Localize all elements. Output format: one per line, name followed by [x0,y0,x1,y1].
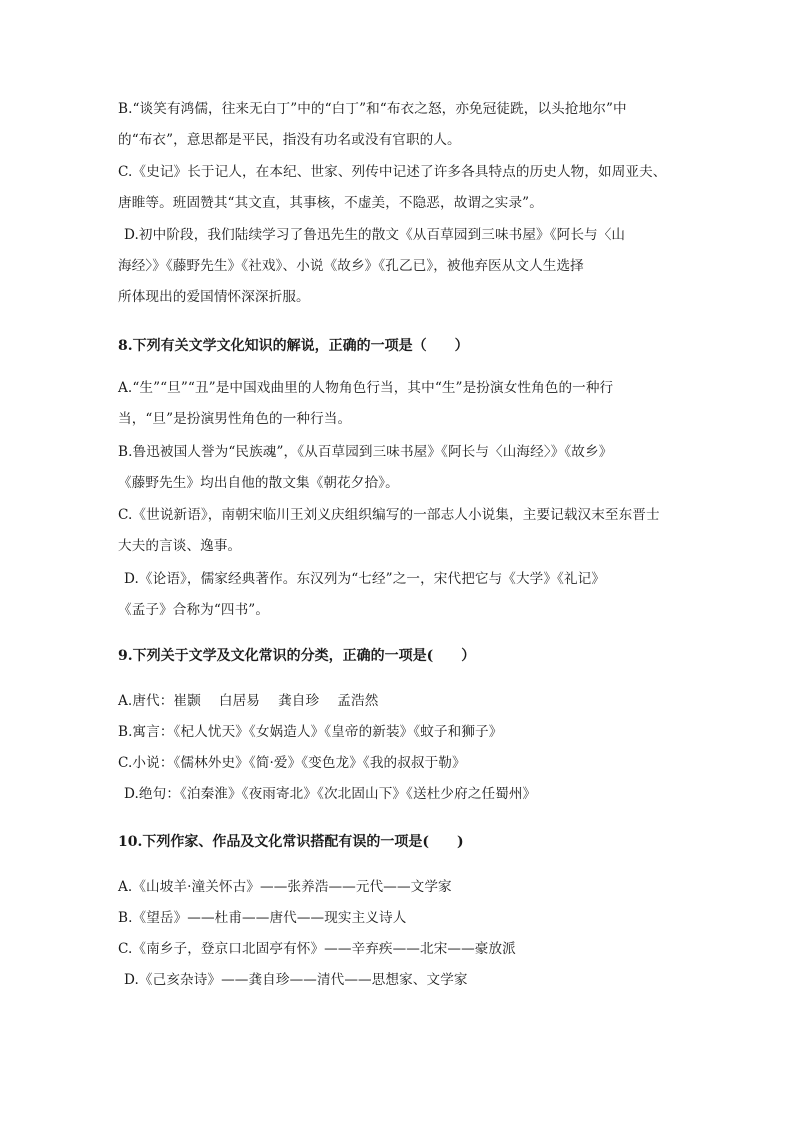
q7-option-c-line1: C.《史记》长于记人，在本纪、世家、列传中记述了许多各具特点的历史人物，如周亚夫、 [118,164,667,180]
q8-option-c-line1: C.《世说新语》，南朝宋临川王刘义庆组织编写的一部志人小说集，主要记载汉末至东晋士 [118,507,660,523]
q9-stem: 9.下列关于文学及文化常识的分类，正确的一项是( ） [118,648,476,664]
q7-option-b-line1: B.“谈笑有鸿儒，往来无白丁”中的“白丁”和“布衣之怒，亦免冠徒跣，以头抢地尔”中 [118,101,627,117]
q10-stem: 10.下列作家、作品及文化常识搭配有误的一项是( ) [118,834,464,850]
q8-option-a-line1: A.“生”“旦”“丑”是中国戏曲里的人物角色行当，其中“生”是扮演女性角色的一种行 [118,380,614,396]
q10-option-c: C.《南乡子，登京口北固亭有怀》——辛弃疾——北宋——豪放派 [118,941,516,957]
q8-option-a [118,373,678,435]
q8-stem: 8.下列有关文学文化知识的解说，正确的一项是（ ） [118,338,469,354]
q8-option-a-line2: 当，“旦”是扮演男性角色的一种行当。 [118,411,352,427]
q8-option-d-line1: D.《论语》，儒家经典著作。东汉列为“七经”之一，宋代把它与《大学》《礼记》 [124,571,606,587]
q9-option-c: C.小说：《儒林外史》《简·爱》《变色龙》《我的叔叔于勒》 [118,755,466,771]
q9-option-b: B.寓言：《杞人忧天》《女娲造人》《皇帝的新装》《蚊子和狮子》 [118,724,503,740]
q10-option-a: A.《山坡羊·潼关怀古》——张养浩——元代——文学家 [118,879,452,895]
q8-option-d-line2: 《孟子》合称为“四书”。 [118,602,270,618]
q7-option-d-line3: 所体现出的爱国情怀深深折服。 [118,289,310,305]
q8-option-c [118,500,678,562]
q7-option-c-line2: 唐睢等。班固赞其“其文直，其事核，不虚美，不隐恶，故谓之实录”。 [118,195,543,211]
q8-option-b-line1: B.鲁迅被国人誉为“民族魂”，《从百草园到三味书屋》《阿长与〈山海经〉》《故乡》 [118,444,613,460]
q10-option-d: D.《己亥杂诗》——龚自珍——清代——思想家、文学家 [124,972,468,988]
q9-option-a: A.唐代：崔颢 白居易 龚自珍 孟浩然 [118,693,379,709]
q7-option-b [118,94,678,156]
q7-option-d [118,220,678,313]
q9-option-d: D.绝句：《泊秦淮》《夜雨寄北》《次北固山下》《送杜少府之任蜀州》 [124,786,537,802]
q7-option-d-line1: D.初中阶段，我们陆续学习了鲁迅先生的散文《从百草园到三味书屋》《阿长与〈山 [124,227,626,243]
q10-options [118,872,678,996]
q9-options [118,686,678,810]
q8-option-b [118,437,678,499]
q8-option-c-line2: 大夫的言谈、逸事。 [118,538,242,554]
q8-option-b-line2: 《藤野先生》均出自他的散文集《朝花夕拾》。 [118,475,399,491]
q7-option-d-line2: 海经〉》《藤野先生》《社戏》、小说《故乡》《孔乙已》，被他弃医从文人生选择 [118,258,584,274]
q7-option-b-line2: 的“布衣”，意思都是平民，指没有功名或没有官职的人。 [118,132,461,148]
q7-option-c [118,157,678,219]
q8-option-d [118,564,678,626]
q10-option-b: B.《望岳》——杜甫——唐代——现实主义诗人 [118,910,407,926]
